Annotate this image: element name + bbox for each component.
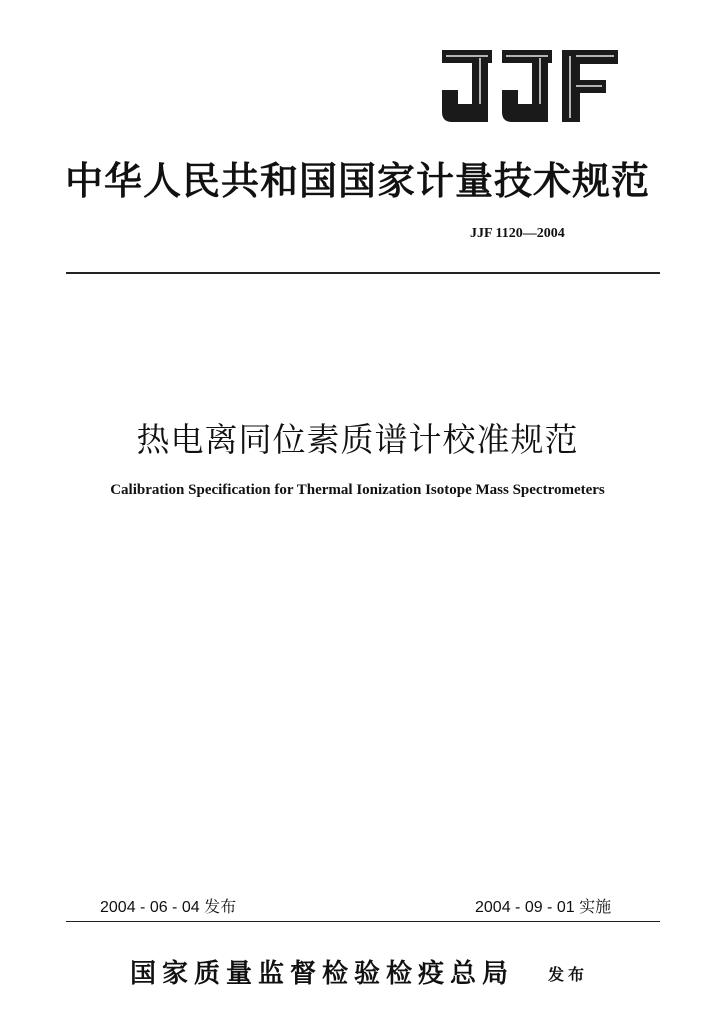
document-title-cn: 热电离同位素质谱计校准规范 [136,420,579,459]
issue-date: 2004 - 06 - 04 发布 [100,899,237,916]
effective-date: 2004 - 09 - 01 实施 [475,899,612,916]
standard-category-title: 中华人民共和国国家计量技术规范 [64,158,650,203]
footer-divider [66,921,660,922]
standard-code: JJF 1120—2004 [470,226,565,241]
header-divider [66,272,660,274]
document-title-en: Calibration Specification for Thermal Ionization Isotope Mass Spectrometers [110,482,605,498]
jjf-logo [436,46,622,122]
publisher-name: 国家质量监督检验检疫总局 [130,959,515,989]
publisher-suffix: 发布 [548,965,589,984]
